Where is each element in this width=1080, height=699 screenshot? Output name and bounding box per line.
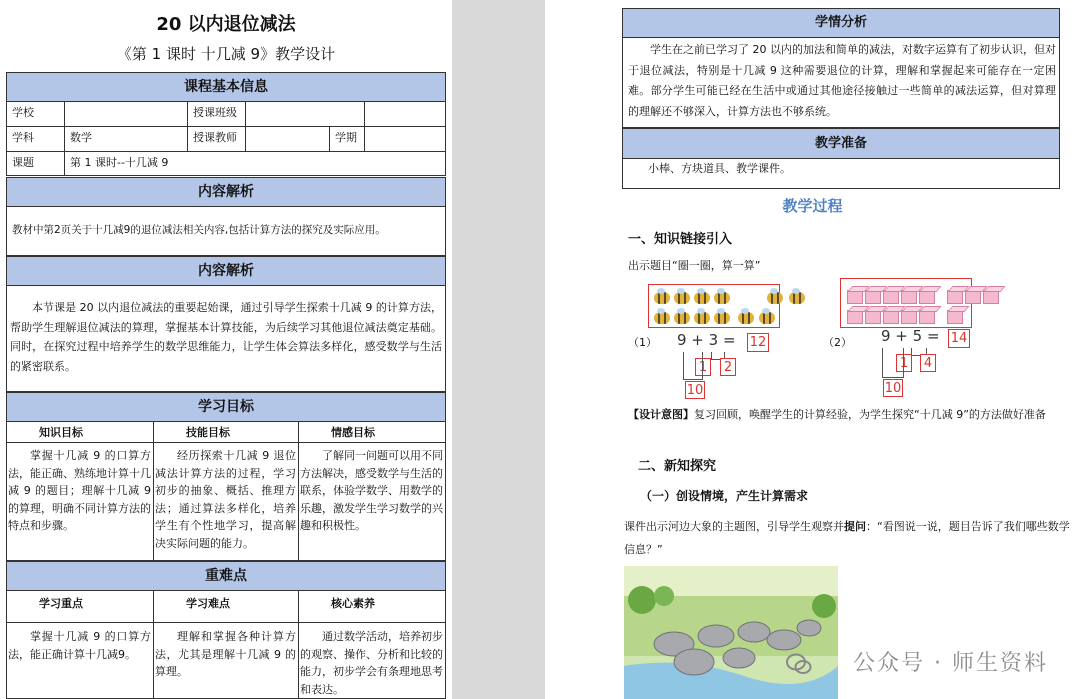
goal-text-emotion: 了解同一问题可以用不同方法解决，感受数学与生活的联系，体验学数学、用数学的乐趣，激发学生学习数学的兴趣和积极性。	[300, 449, 443, 532]
student-analysis-header: 学情分析	[622, 8, 1060, 38]
exercise-2-ten: 10	[884, 381, 902, 396]
goal-text-skill: 经历探索十几减 9 退位减法计算方法的过程，学习初步的抽象、概括、推理方法；通过算法多样化，培养学生有个性地学习，提高解决实际问题的能力。	[155, 449, 296, 550]
teacher-label: 授课教师	[193, 131, 237, 144]
exercise-2-answer: 14	[948, 329, 970, 348]
exercise-1-split-b: 2	[720, 358, 736, 376]
content-analysis-header-2: 内容解析	[6, 256, 446, 286]
teaching-process-title: 教学过程	[782, 197, 843, 215]
topic-label: 课题	[12, 156, 34, 169]
document-title: 20 以内退位减法	[156, 14, 296, 35]
key-text-focus: 掌握十几减 9 的口算方法，能正确计算十几减9。	[8, 630, 151, 661]
key-text-literacy: 通过数学活动，培养初步的观察、操作、分析和比较的能力，初步学会有条理地思考和表达。	[300, 630, 443, 696]
subject-value: 数学	[70, 131, 92, 144]
school-label: 学校	[12, 106, 34, 119]
content-analysis-text-1: 教材中第2页关于十几减9的退位减法相关内容,包括计算方法的探究及实际应用。	[12, 224, 386, 236]
subject-label: 学科	[12, 131, 34, 144]
topic-value: 第 1 课时--十几减 9	[70, 156, 169, 169]
section-2-text-b: ：“看图说一说，题目告诉了我们哪些数学信息？”	[624, 520, 1070, 556]
section-1-title: 一、知识链接引入	[628, 232, 733, 247]
exercise-1-expression: 9 + 3 =	[677, 331, 736, 349]
teaching-prep-text: 小棒、方块道具、教学课件。	[648, 162, 791, 175]
right-page	[545, 0, 1080, 699]
exercise-2-split-b: 4	[920, 354, 936, 372]
exercise-1-index: （1）	[628, 336, 657, 349]
section-2-text-bold: 提问	[844, 520, 866, 533]
elephant-river-picture	[624, 566, 838, 699]
section-2-title: 二、新知探究	[638, 459, 717, 474]
goal-col-knowledge: 知识目标	[39, 426, 83, 439]
learning-goals-header: 学习目标	[6, 392, 446, 422]
term-label: 学期	[335, 131, 357, 144]
content-analysis-header-1: 内容解析	[6, 177, 446, 207]
design-intent-text: 复习回顾，唤醒学生的计算经验，为学生探究“十几减 9”的方法做好准备	[694, 408, 1046, 421]
key-text-difficulty: 理解和掌握各种计算方法，尤其是理解十几减 9 的算理。	[155, 630, 296, 678]
goal-col-skill: 技能目标	[186, 426, 230, 439]
class-label: 授课班级	[193, 106, 237, 119]
goal-col-emotion: 情感目标	[331, 426, 375, 439]
exercise-1-split-a: 1	[695, 358, 711, 376]
exercise-2-index: （2）	[823, 336, 852, 349]
exercise-2-split-a: 1	[896, 354, 912, 372]
exercise-1-ten: 10	[686, 383, 704, 398]
key-col-focus: 学习重点	[39, 597, 83, 610]
key-col-literacy: 核心素养	[331, 597, 375, 610]
teaching-prep-header: 教学准备	[622, 128, 1060, 159]
key-col-difficulty: 学习难点	[186, 597, 230, 610]
goal-text-knowledge: 掌握十几减 9 的口算方法，能正确、熟练地计算十几减 9 的题目；理解十几减 9 的算理，明确不同计算方法的特点和步骤。	[8, 449, 151, 532]
student-analysis-text: 学生在之前已学习了 20 以内的加法和简单的减法，对数字运算有了初步认识，但对于退位减法，特别是十几减 9 这种需要退位的计算，理解和掌握起来可能存在一定困难。部分学生可能已经在生活中或通过其他途径接触过一些简单的减法运算，但对算理的理解还不够深入，计算方法也不够系统。	[628, 43, 1056, 118]
section-2-subtitle: （一）创设情境，产生计算需求	[640, 489, 809, 503]
wechat-icon	[786, 653, 812, 675]
section-2-text-a: 课件出示河边大象的主题图，引导学生观察并	[624, 520, 844, 533]
section-2-text	[624, 515, 1078, 561]
content-analysis-text-2: 本节课是 20 以内退位减法的重要起始课，通过引导学生探索十几减 9 的计算方法，帮助学生理解退位减法的算理，掌握基本计算技能，为后续学习其他退位减法奠定基础。同时，在探究过程中培养学生的数学思维能力，让学生体会算法多样化，感受数学与生活的紧密联系。	[10, 301, 442, 373]
left-page	[0, 0, 452, 699]
exercise-2-expression: 9 + 5 =	[881, 327, 940, 345]
design-intent	[628, 404, 1078, 426]
watermark-text: 公众号 · 师生资料	[853, 651, 1048, 676]
basic-info-header: 课程基本信息	[6, 72, 446, 102]
section-1-prompt: 出示题目“圈一圈，算一算”	[628, 259, 761, 272]
exercise-1-answer: 12	[747, 333, 769, 352]
document-subtitle: 《第 1 课时 十几减 9》教学设计	[116, 45, 336, 63]
design-intent-label: 【设计意图】	[628, 408, 694, 421]
key-points-header: 重难点	[6, 561, 446, 591]
